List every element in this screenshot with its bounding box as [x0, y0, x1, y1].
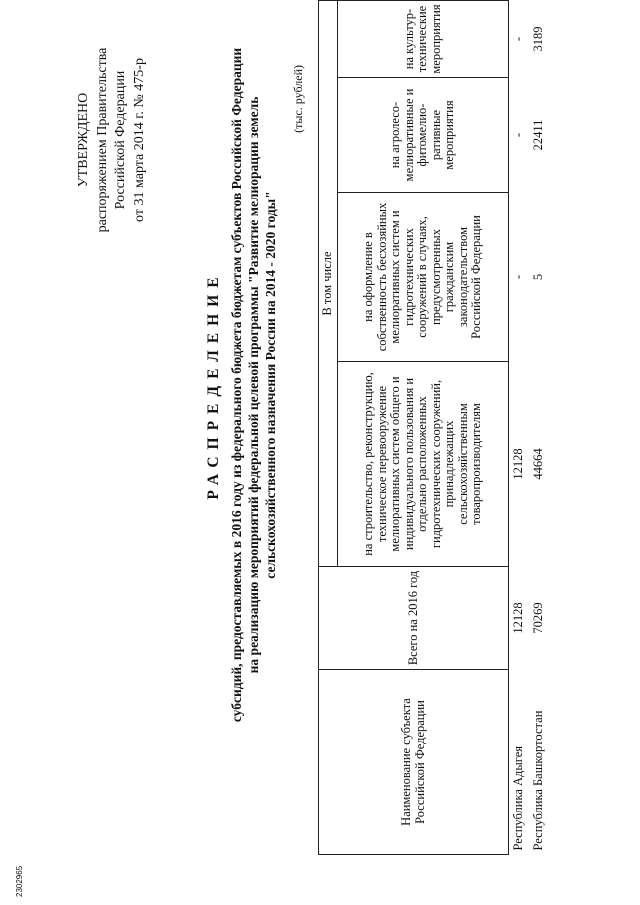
approval-line-2: распоряжением Правительства	[94, 47, 110, 233]
approval-stamp	[75, 10, 149, 270]
row-construction: 12128	[511, 448, 526, 480]
row-subject: Республика Адыгея	[511, 745, 526, 851]
subsidy-table	[318, 0, 549, 855]
document-number: 2302965	[15, 865, 24, 897]
approval-line-3: Российской Федерации	[113, 70, 128, 210]
subtitle-line-1: субсидий, предоставляемых в 2016 году из федерального бюджета бюджетам субъектов Российской Федерации	[229, 47, 244, 723]
row-agroforest: -	[511, 132, 526, 138]
row-registration: 5	[531, 273, 546, 281]
header-registration: на оформление в собственность бесхозяйных мелиоративных систем и гидротехнических сооружений в случаях, предусмотренных гражданским законодательством Российской Федерации	[338, 193, 509, 362]
header-cultural: на культур-технические мероприятия	[338, 1, 509, 78]
header-agroforest: на агролесо-мелиоративные и фитомелио-ративные мероприятия	[338, 78, 509, 193]
header-construction: на строительство, реконструкцию, техническое перевооружение мелиоративных систем общего и индивидуального пользования и отдельно расположенных гидротехнических сооружений, принадлежащих сельскохозяйственным товаропроизводителям	[338, 362, 509, 567]
row-cultural: 3189	[531, 26, 546, 52]
subtitle-line-2: на реализацию мероприятий федеральной целевой программы "Развитие мелиорации земель	[246, 96, 261, 674]
subtitle-line-3: сельскохозяйственного назначения России на 2014 - 2020 годы"	[263, 191, 278, 579]
header-subject: Наименование субъекта Российской Федерации	[319, 670, 509, 855]
row-construction: 44664	[531, 448, 546, 480]
table-row	[529, 1, 549, 855]
header-including: В том числе	[319, 1, 338, 567]
row-cultural: -	[511, 36, 526, 42]
units-note: (тыс. рублей)	[291, 65, 305, 133]
approval-line-4: от 31 марта 2014 г. № 475-р	[131, 58, 147, 222]
row-registration: -	[511, 274, 526, 280]
document-subtitle	[228, 25, 279, 745]
table-row	[509, 1, 530, 855]
header-total: Всего на 2016 год	[319, 567, 509, 670]
row-subject: Республика Башкортостан	[531, 710, 546, 851]
row-agroforest: 22411	[531, 119, 546, 151]
document-title: РАСПРЕДЕЛЕНИЕ	[205, 270, 222, 500]
row-total: 12128	[511, 602, 526, 634]
row-total: 70269	[531, 602, 546, 634]
approval-line-1: УТВЕРЖДЕНО	[76, 92, 91, 188]
